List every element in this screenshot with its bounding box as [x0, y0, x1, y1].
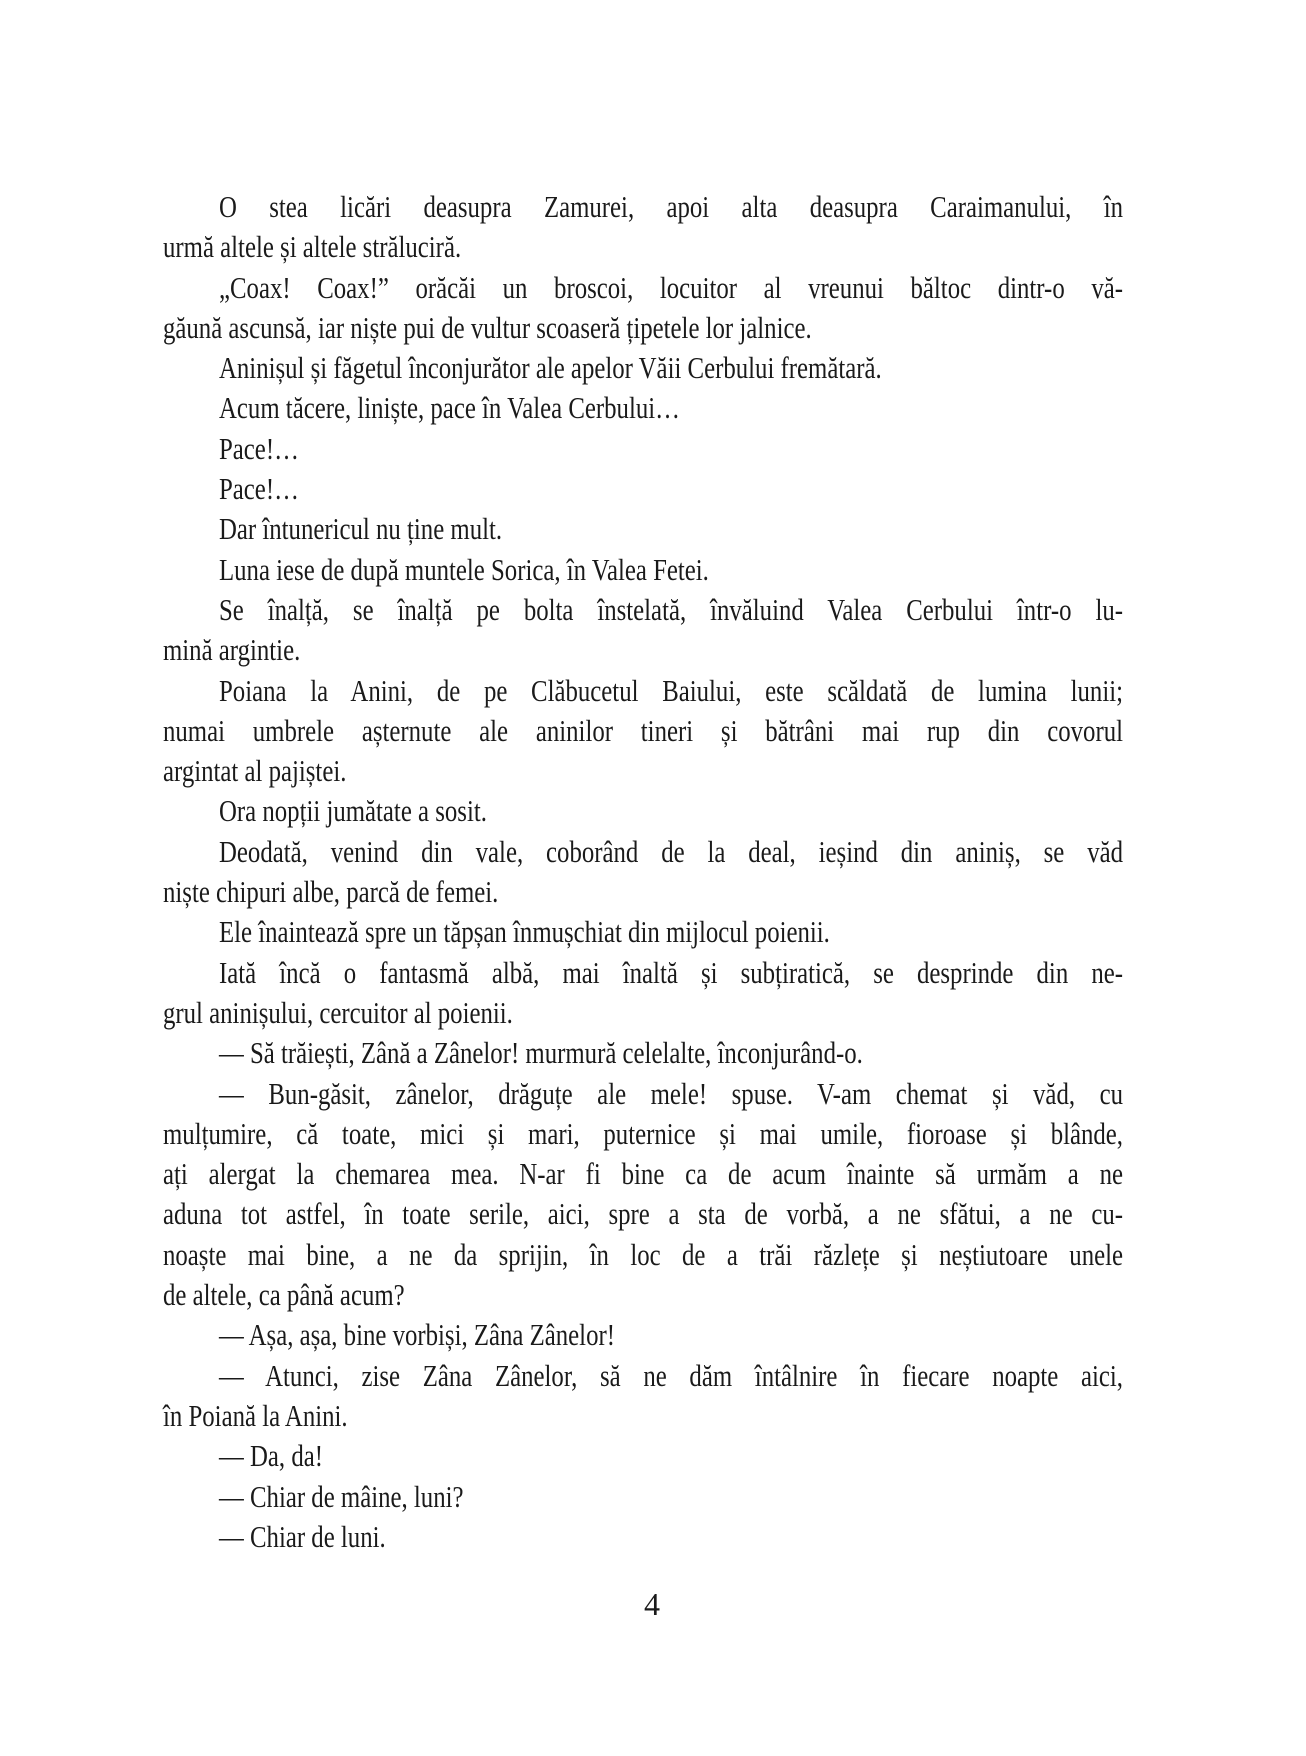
- text-line: — Da, da!: [219, 1438, 323, 1474]
- text-line: Poiana la Anini, de pe Clăbucetul Baiului, este scăldată de lumina lunii;: [219, 672, 1123, 708]
- text-line: Deodată, venind din vale, coborând de la deal, ieșind din aniniș, se văd: [219, 833, 1123, 869]
- text-line: Aninișul și făgetul înconjurător ale apelor Văii Cerbului fremătară.: [219, 350, 882, 386]
- text-line: — Chiar de luni.: [219, 1518, 386, 1554]
- page-number: 4: [644, 1586, 660, 1622]
- text-line: ați alergat la chemarea mea. N-ar fi bine ca de acum înainte să urmăm a ne: [163, 1156, 1123, 1192]
- text-line: numai umbrele așternute ale aninilor tineri și bătrâni mai rup din covorul: [163, 712, 1123, 748]
- paragraph: [163, 1033, 1123, 1073]
- page-text: [163, 187, 1123, 1557]
- text-line: Ora nopții jumătate a sosit.: [219, 793, 487, 829]
- text-line: mină argintie.: [163, 632, 301, 668]
- text-line: — Chiar de mâine, luni?: [219, 1478, 464, 1514]
- text-line: Pace!…: [219, 430, 299, 466]
- text-line: grul aninișului, cercuitor al poienii.: [163, 994, 513, 1030]
- text-line: — Atunci, zise Zâna Zânelor, să ne dăm întâlnire în fiecare noapte aici,: [219, 1357, 1123, 1393]
- text-line: Iată încă o fantasmă albă, mai înaltă și subțiratică, se desprinde din ne-: [219, 954, 1123, 990]
- paragraph: [163, 671, 1123, 792]
- paragraph: [163, 1315, 1123, 1355]
- text-line: „Coax! Coax!” orăcăi un broscoi, locuitor al vreunui băltoc dintr-o vă-: [219, 269, 1123, 305]
- paragraph: [163, 1477, 1123, 1517]
- text-line: în Poiană la Anini.: [163, 1397, 348, 1433]
- text-line: O stea licări deasupra Zamurei, apoi alta deasupra Caraimanului, în: [219, 189, 1123, 224]
- paragraph: [163, 388, 1123, 428]
- paragraph: [163, 550, 1123, 590]
- paragraph: [163, 912, 1123, 952]
- paragraph: [163, 429, 1123, 469]
- text-line: noaște mai bine, a ne da sprijin, în loc de a trăi răzlețe și neștiutoare unele: [163, 1236, 1123, 1272]
- paragraph: [163, 348, 1123, 388]
- paragraph: [163, 1517, 1123, 1557]
- paragraph: [163, 469, 1123, 509]
- text-line: de altele, ca până acum?: [163, 1277, 405, 1313]
- text-line: — Așa, așa, bine vorbiși, Zâna Zânelor!: [219, 1317, 615, 1353]
- paragraph: [163, 590, 1123, 671]
- paragraph: [163, 953, 1123, 1034]
- paragraph: [163, 509, 1123, 549]
- paragraph: [163, 791, 1123, 831]
- paragraph: [163, 832, 1123, 913]
- paragraph: [163, 1074, 1123, 1316]
- text-line: Ele înaintează spre un tăpșan înmușchiat din mijlocul poienii.: [219, 914, 830, 950]
- text-line: argintat al pajiștei.: [163, 753, 347, 789]
- text-line: Pace!…: [219, 471, 299, 507]
- text-line: Acum tăcere, liniște, pace în Valea Cerbului…: [219, 390, 680, 426]
- paragraph: [163, 187, 1123, 268]
- text-line: Se înalță, se înalță pe bolta înstelată, învăluind Valea Cerbului într-o lu-: [219, 591, 1123, 627]
- text-line: niște chipuri albe, parcă de femei.: [163, 874, 499, 910]
- text-line: — Bun-găsit, zânelor, drăguțe ale mele! spuse. V-am chemat și văd, cu: [219, 1075, 1123, 1111]
- text-line: găună ascunsă, iar niște pui de vultur scoaseră țipetele lor jalnice.: [163, 309, 812, 345]
- text-line: Luna iese de după muntele Sorica, în Valea Fetei.: [219, 551, 709, 587]
- text-line: mulțumire, că toate, mici și mari, puternice și mai umile, fioroase și blânde,: [163, 1115, 1123, 1151]
- paragraph: [163, 1356, 1123, 1437]
- paragraph: [163, 268, 1123, 349]
- paragraph: [163, 1436, 1123, 1476]
- text-line: aduna tot astfel, în toate serile, aici, spre a sta de vorbă, a ne sfătui, a ne cu-: [163, 1196, 1123, 1232]
- text-line: Dar întunericul nu ține mult.: [219, 511, 503, 547]
- text-line: — Să trăiești, Zână a Zânelor! murmură celelalte, înconjurând-o.: [219, 1035, 863, 1071]
- text-line: urmă altele și altele străluciră.: [163, 229, 462, 265]
